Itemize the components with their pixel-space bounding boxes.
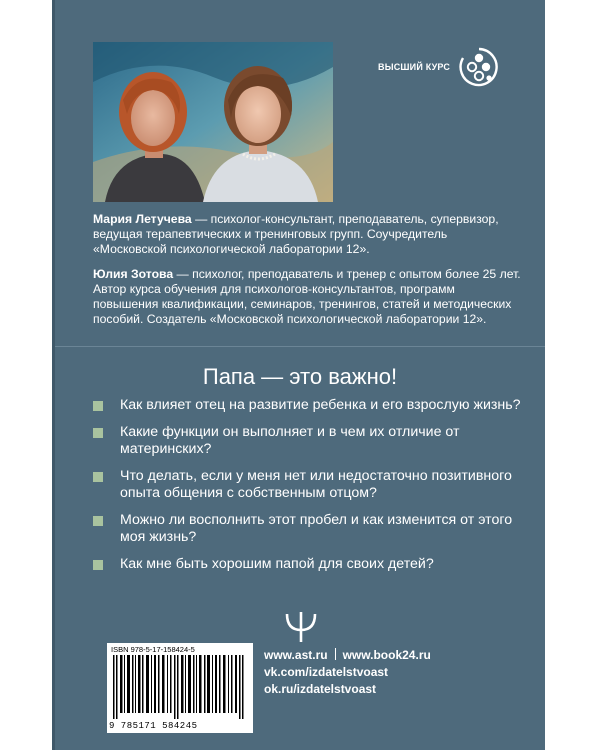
publisher-contacts <box>264 647 431 698</box>
list-item <box>93 468 523 502</box>
headline: Папа — это важно! <box>202 364 398 389</box>
dots-circle-logo-icon <box>458 46 500 88</box>
list-item <box>93 512 523 546</box>
list-item <box>93 397 523 414</box>
square-bullet-icon <box>93 472 103 482</box>
question-text: Что делать, если у меня нет или недостаточно позитивного опыта общения с собственным отцом? <box>120 468 512 501</box>
vk-link[interactable]: vk.com/izdatelstvoast <box>264 665 389 679</box>
square-bullet-icon <box>93 428 103 438</box>
author-photo <box>93 42 333 202</box>
author-bios <box>93 212 523 337</box>
author-name: Мария Летучева <box>93 212 192 226</box>
divider <box>55 346 545 347</box>
separator <box>335 648 336 660</box>
series-label: ВЫСШИЙ КУРС <box>378 62 451 72</box>
author-bio-2 <box>93 267 523 327</box>
psi-logo-icon <box>283 610 319 649</box>
website-link[interactable]: www.book24.ru <box>342 648 431 662</box>
list-item <box>93 556 523 573</box>
question-text: Какие функции он выполняет и в чем их отличие от материнских? <box>120 424 460 457</box>
square-bullet-icon <box>93 516 103 526</box>
website-row <box>264 647 431 664</box>
author-bio-1 <box>93 212 523 257</box>
author-bio-text: — психолог, преподаватель и тренер с опытом более 25 лет. Автор курса обучения для психологов-консультантов, программ повышения квалификации, семинаров, тренингов, статей и методических пособий. Создатель «Московской психологической лаборатории 12». <box>93 267 521 326</box>
question-text: Как влияет отец на развитие ребенка и его взрослую жизнь? <box>120 397 521 413</box>
question-text: Можно ли восполнить этот пробел и как изменится от этого моя жизнь? <box>120 512 513 545</box>
square-bullet-icon <box>93 560 103 570</box>
series-badge <box>378 46 500 88</box>
author-bio-text: — психолог-консультант, преподаватель, супервизор, ведущая терапевтических и тренинговых групп. Соучредитель «Московской психологической лаборатории 12». <box>93 212 499 256</box>
question-text: Как мне быть хорошим папой для своих детей? <box>120 556 434 572</box>
author-name: Юлия Зотова <box>93 267 174 281</box>
square-bullet-icon <box>93 401 103 411</box>
barcode-bars-icon <box>111 655 249 719</box>
list-item <box>93 424 523 458</box>
question-list <box>93 397 523 583</box>
isbn-text: ISBN 978-5-17-158424-5 <box>111 645 195 654</box>
barcode <box>107 643 253 733</box>
website-link[interactable]: www.ast.ru <box>264 648 328 662</box>
ok-link[interactable]: ok.ru/izdatelstvoast <box>264 682 377 696</box>
barcode-digits: 9 785171 584245 <box>109 721 198 731</box>
